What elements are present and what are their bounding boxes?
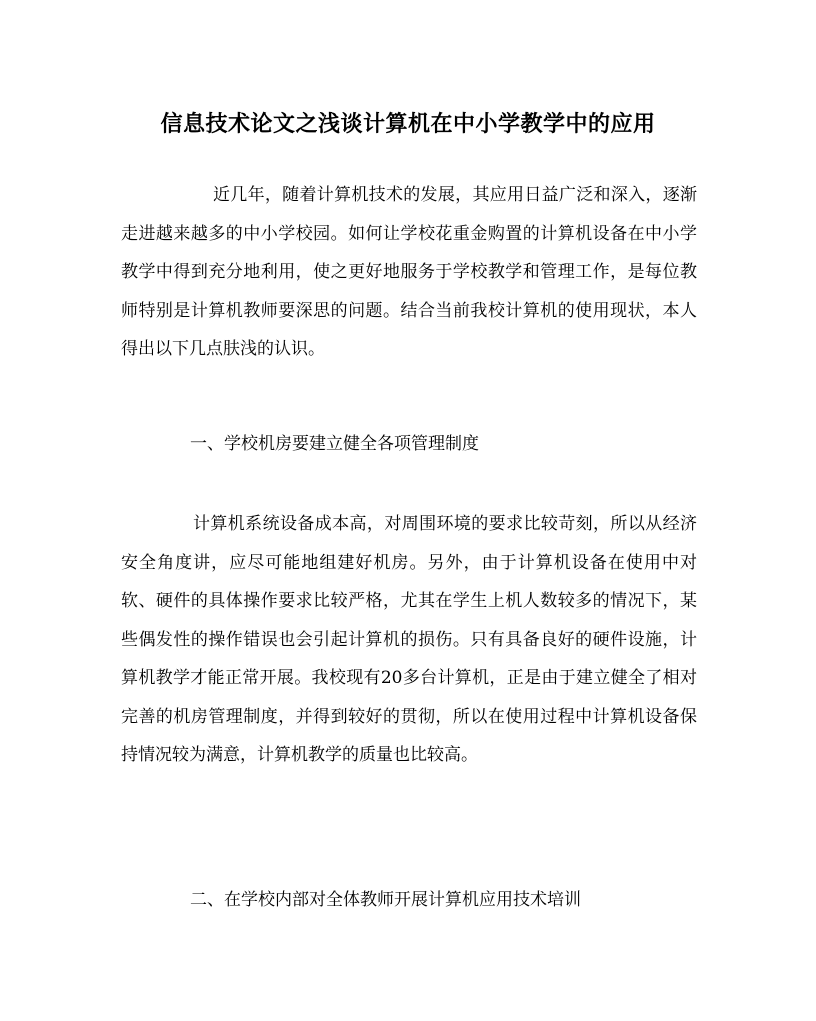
intro-paragraph: 近几年，随着计算机技术的发展，其应用日益广泛和深入，逐渐走进越来越多的中小学校园。如何让学校花重金购置的计算机设备在中小学教学中得到充分地利用，使之更好地服务于学校教学和管理工作，是每位教师特别是计算机教师要深思的问题。结合当前我校计算机的使用现状，本人得出以下几点肤浅的认识。 (121, 185, 697, 359)
document-title: 信息技术论文之浅谈计算机在中小学教学中的应用 (160, 111, 656, 137)
section-heading-1: 一、学校机房要建立健全各项管理制度 (190, 434, 479, 454)
section-heading-2: 二、在学校内部对全体教师开展计算机应用技术培训 (190, 890, 581, 910)
section-1-paragraph: 计算机系统设备成本高，对周围环境的要求比较苛刻，所以从经济安全角度讲，应尽可能地组建好机房。另外，由于计算机设备在使用中对软、硬件的具体操作要求比较严格，尤其在学生上机人数较多的情况下，某些偶发性的操作错误也会引起计算机的损伤。只有具备良好的硬件设施，计算机教学才能正常开展。我校现有20多台计算机，正是由于建立健全了相对完善的机房管理制度，并得到较好的贯彻，所以在使用过程中计算机设备保持情况较为满意，计算机教学的质量也比较高。 (121, 514, 697, 765)
